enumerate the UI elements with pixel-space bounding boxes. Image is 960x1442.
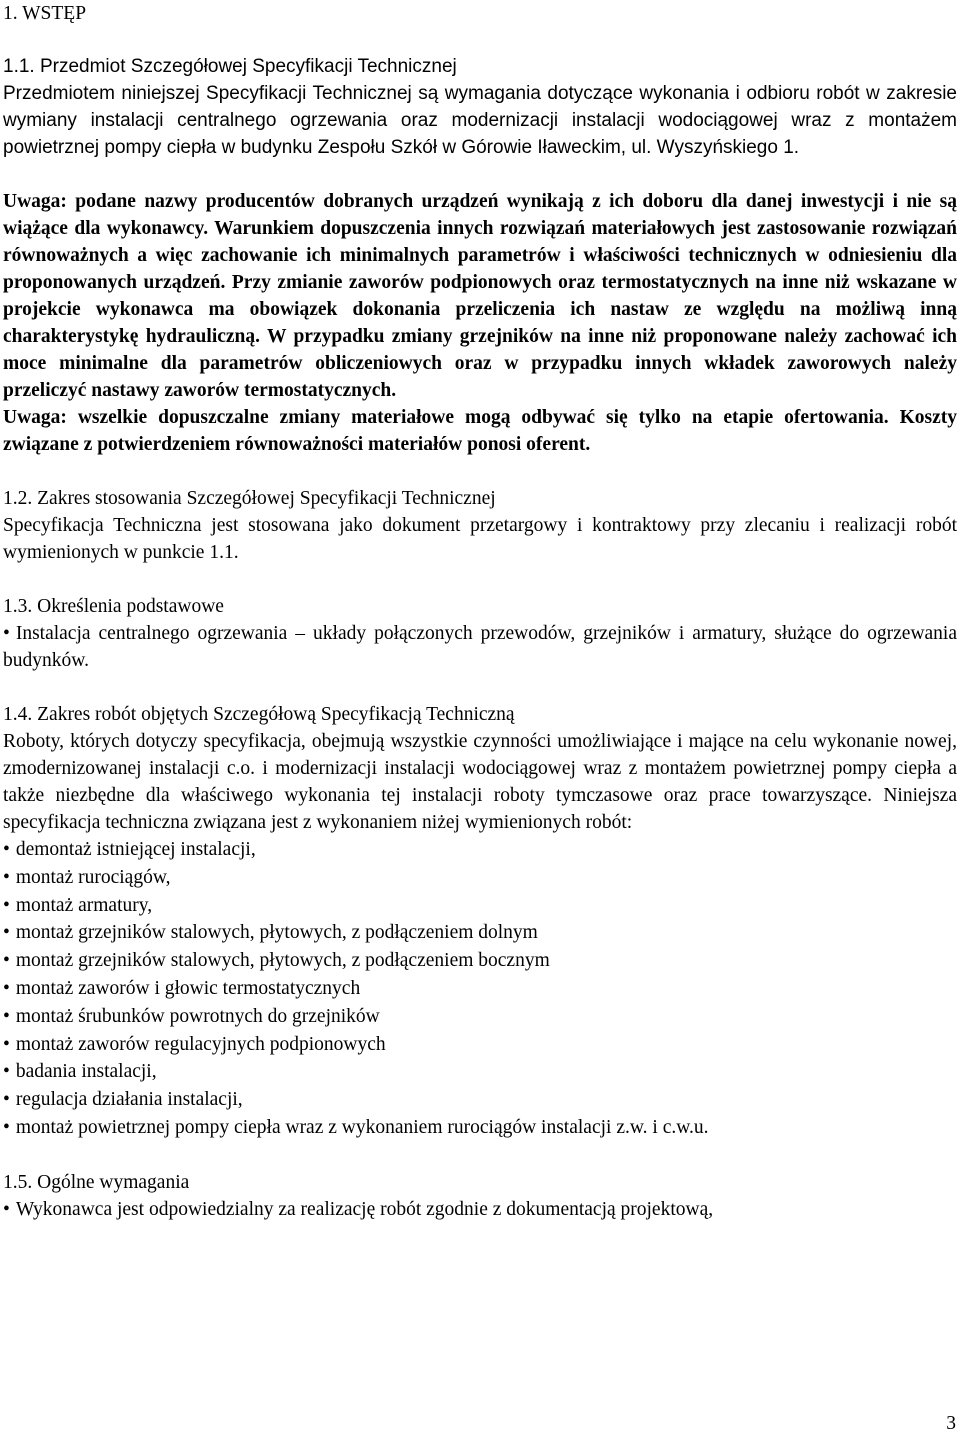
section-1-1-body: Przedmiotem niniejszej Specyfikacji Technicznej są wymagania dotyczące wykonania i odbioru robót w zakresie wymiany instalacji centralnego ogrzewania oraz modernizacji instalacji wodociągowej wraz z montażem powietrznej pompy ciepła w budynku Zespołu Szkół w Górowie Iławeckim, ul. Wyszyńskiego 1. bbox=[3, 83, 957, 158]
bullet-icon: • bbox=[3, 1061, 10, 1083]
section-1-4 bbox=[3, 701, 957, 1142]
bullet-icon: • bbox=[3, 623, 10, 644]
heading-wstep: 1. WSTĘP bbox=[3, 3, 87, 24]
section-1-5 bbox=[3, 1169, 957, 1224]
bullet-icon: • bbox=[3, 1033, 10, 1055]
list-item: • montaż armatury, bbox=[3, 894, 153, 916]
list-item: • montaż zaworów i głowic termostatycznych bbox=[3, 977, 361, 999]
list-item: • badania instalacji, bbox=[3, 1061, 157, 1083]
section-1-5-title: 1.5. Ogólne wymagania bbox=[3, 1171, 190, 1193]
bullet-icon: • bbox=[3, 1005, 10, 1027]
list-item: • Wykonawca jest odpowiedzialny za realizację robót zgodnie z dokumentacją projektową, bbox=[3, 1198, 714, 1220]
list-item: • montaż śrubunków powrotnych do grzejników bbox=[3, 1005, 380, 1027]
list-item: • montaż powietrznej pompy ciepła wraz z wykonaniem rurociągów instalacji z.w. i c.w.u. bbox=[3, 1116, 709, 1138]
section-1-2 bbox=[3, 485, 957, 566]
list-item: • montaż rurociągów, bbox=[3, 866, 171, 888]
section-1-5-list bbox=[3, 1196, 957, 1224]
section-1-3-body: Instalacja centralnego ogrzewania – układy połączonych przewodów, grzejników i armatury, służące do ogrzewania budynków. bbox=[3, 623, 957, 671]
section-1-1-title: 1.1. Przedmiot Szczegółowej Specyfikacji Technicznej bbox=[3, 56, 457, 77]
section-1-1-note1: Uwaga: podane nazwy producentów dobranych urządzeń wynikają z ich doboru dla danej inwestycji i nie są wiążące dla wykonawcy. Warunkiem dopuszczenia innych rozwiązań materiałowych jest zastosowanie rozwiązań równoważnych a więc zachowanie ich minimalnych parametrów i właściwości technicznych w odniesieniu dla proponowanych urządzeń. Przy zmianie zaworów podpionowych oraz termostatycznych na inne niż wskazane w projekcie wykonawca ma obowiązek dokonania przeliczenia ich nastaw ze względu na możliwą inną charakterystykę hydrauliczną. W przypadku zmiany grzejników na inne niż proponowane należy zachować ich moce minimalne dla parametrów obliczeniowych oraz w przypadku innych wkładek zaworowych należy przeliczyć nastawy zaworów termostatycznych. bbox=[3, 191, 957, 401]
section-1-4-list bbox=[3, 836, 957, 1142]
bullet-icon: • bbox=[3, 977, 10, 999]
section-1-1-note2: Uwaga: wszelkie dopuszczalne zmiany materiałowe mogą odbywać się tylko na etapie ofertowania. Koszty związane z potwierdzeniem równoważności materiałów ponosi oferent. bbox=[3, 407, 957, 455]
section-1-3-definition bbox=[3, 620, 957, 674]
section-1-3-title: 1.3. Określenia podstawowe bbox=[3, 596, 224, 617]
bullet-icon: • bbox=[3, 894, 10, 916]
page-number: 3 bbox=[946, 1413, 956, 1434]
bullet-icon: • bbox=[3, 1198, 10, 1220]
bullet-icon: • bbox=[3, 839, 10, 860]
bullet-icon: • bbox=[3, 1089, 10, 1111]
section-1-4-title: 1.4. Zakres robót objętych Szczegółową Specyfikacją Techniczną bbox=[3, 704, 515, 725]
bullet-icon: • bbox=[3, 950, 10, 972]
section-1-4-body: Roboty, których dotyczy specyfikacja, obejmują wszystkie czynności umożliwiające i mające na celu wykonanie nowej, zmodernizowanej instalacji c.o. i modernizacji instalacji wodociągowej wraz z montażem powietrznej pompy ciepła a także niezbędne dla właściwego wykonania tej instalacji roboty tymczasowe oraz prace towarzyszące. Niniejsza specyfikacja techniczna związana jest z wykonaniem niżej wymienionych robót: bbox=[3, 731, 957, 833]
document-page bbox=[3, 0, 957, 1224]
list-item: • demontaż istniejącej instalacji, bbox=[3, 839, 256, 860]
section-1-2-body: Specyfikacja Techniczna jest stosowana jako dokument przetargowy i kontraktowy przy zlecaniu i realizacji robót wymienionych w punkcie 1.1. bbox=[3, 515, 957, 563]
list-item: • regulacja działania instalacji, bbox=[3, 1089, 243, 1111]
section-1-2-title: 1.2. Zakres stosowania Szczegółowej Specyfikacji Technicznej bbox=[3, 488, 496, 509]
list-item: • montaż zaworów regulacyjnych podpionowych bbox=[3, 1033, 386, 1055]
bullet-icon: • bbox=[3, 1116, 10, 1138]
list-item: • montaż grzejników stalowych, płytowych, z podłączeniem dolnym bbox=[3, 922, 538, 944]
bullet-icon: • bbox=[3, 922, 10, 944]
section-1-1 bbox=[3, 53, 957, 458]
section-1-3 bbox=[3, 593, 957, 674]
bullet-icon: • bbox=[3, 866, 10, 888]
list-item: • montaż grzejników stalowych, płytowych, z podłączeniem bocznym bbox=[3, 950, 550, 972]
